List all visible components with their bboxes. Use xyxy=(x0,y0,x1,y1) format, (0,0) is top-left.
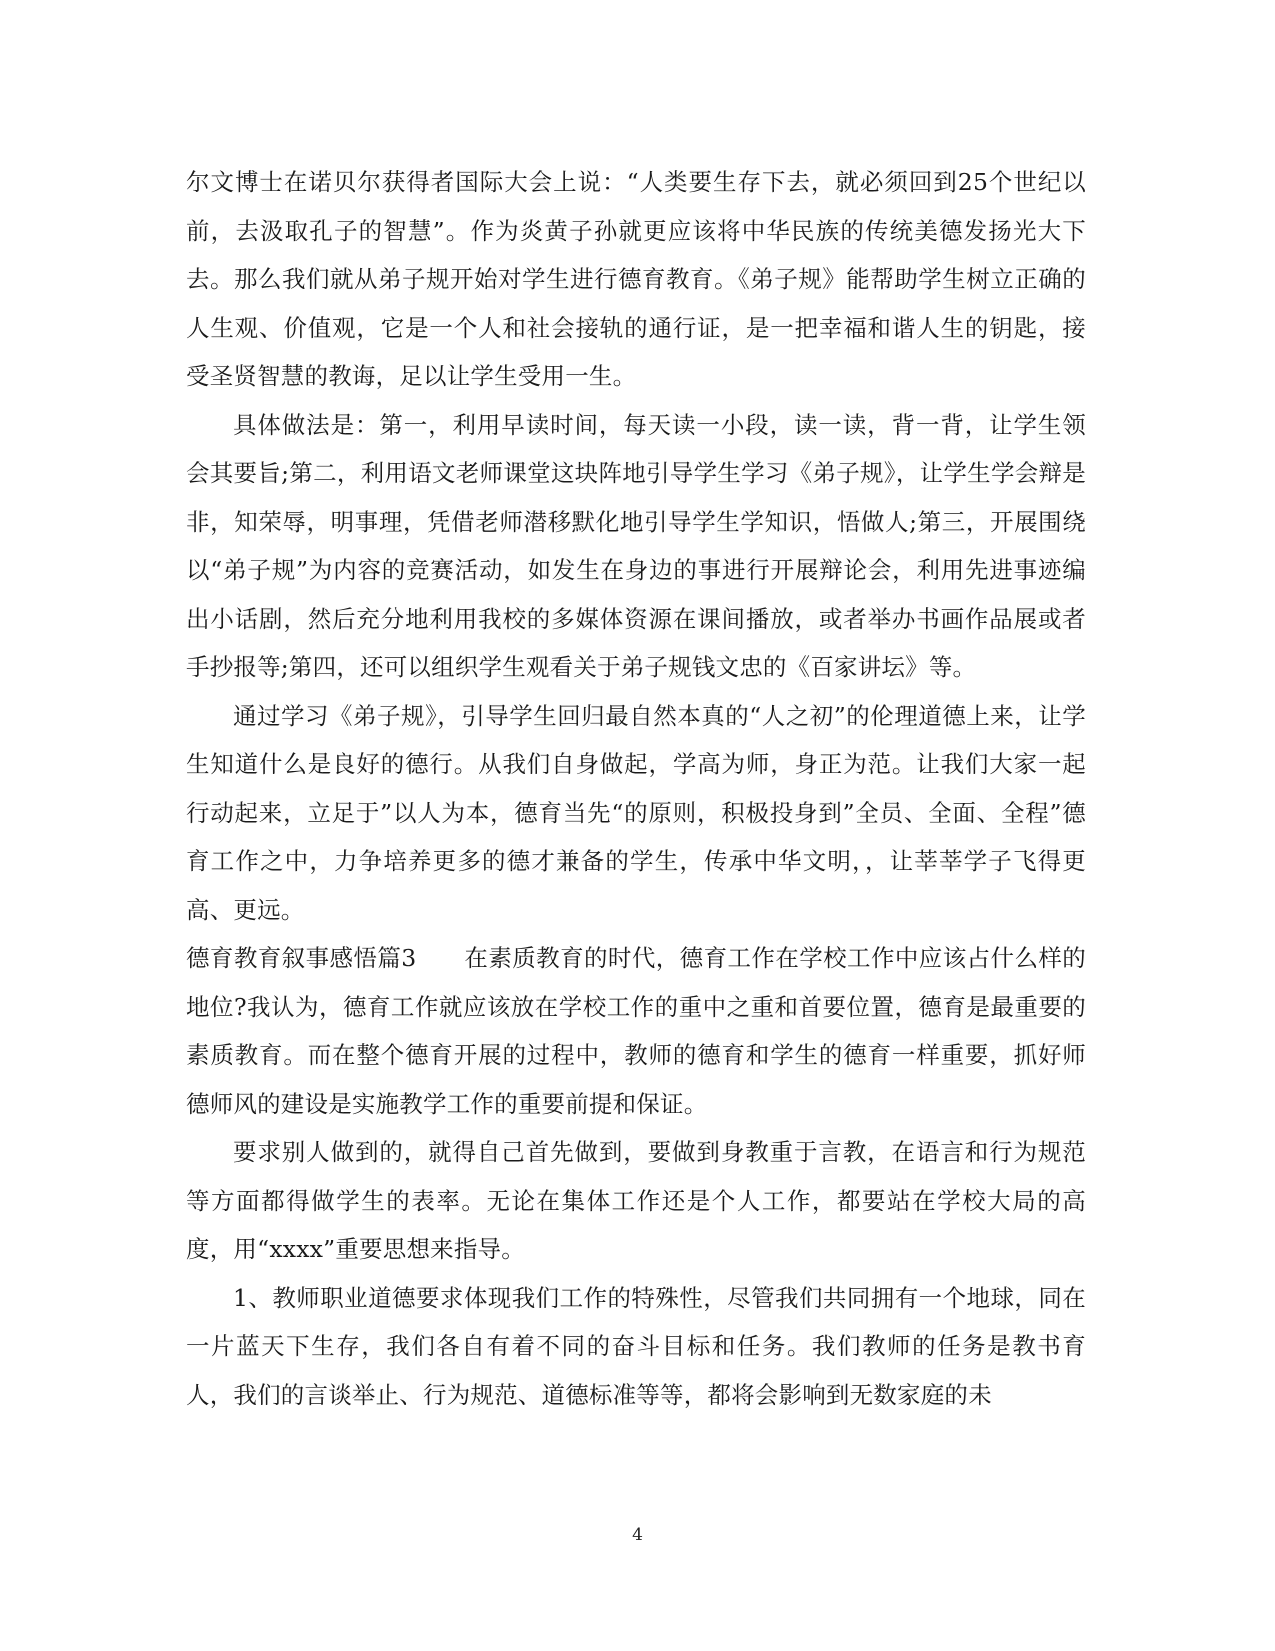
paragraph-1: 尔文博士在诺贝尔获得者国际大会上说：“人类要生存下去，就必须回到25个世纪以前，去汲取孔子的智慧”。作为炎黄子孙就更应该将中华民族的传统美德发扬光大下去。那么我们就从弟子规开始对学生进行德育教育。《弟子规》能帮助学生树立正确的人生观、价值观，它是一个人和社会接轨的通行证，是一把幸福和谐人生的钥匙，接受圣贤智慧的教诲，足以让学生受用一生。 xyxy=(186,168,1086,390)
paragraph-4-section-heading: 德育教育叙事感悟篇3 在素质教育的时代，德育工作在学校工作中应该占什么样的地位?我认为，德育工作就应该放在学校工作的重中之重和首要位置，德育是最重要的素质教育。而在整个德育开展的过程中，教师的德育和学生的德育一样重要，抓好师德师风的建设是实施教学工作的重要前提和保证。 xyxy=(186,944,1086,1118)
paragraph-5: 要求别人做到的，就得自己首先做到，要做到身教重于言教，在语言和行为规范等方面都得做学生的表率。无论在集体工作还是个人工作，都要站在学校大局的高度，用“xxxx”重要思想来指导。 xyxy=(186,1138,1086,1263)
paragraph-2: 具体做法是：第一，利用早读时间，每天读一小段，读一读，背一背，让学生领会其要旨;第二，利用语文老师课堂这块阵地引导学生学习《弟子规》，让学生学会辩是非，知荣辱，明事理，凭借老师潜移默化地引导学生学知识，悟做人;第三，开展围绕以“弟子规”为内容的竞赛活动，如发生在身边的事进行开展辩论会，利用先进事迹编出小话剧，然后充分地利用我校的多媒体资源在课间播放，或者举办书画作品展或者手抄报等;第四，还可以组织学生观看关于弟子规钱文忠的《百家讲坛》等。 xyxy=(186,410,1086,681)
paragraph-6: 1、教师职业道德要求体现我们工作的特殊性，尽管我们共同拥有一个地球，同在一片蓝天下生存，我们各自有着不同的奋斗目标和任务。我们教师的任务是教书育人，我们的言谈举止、行为规范、道德标准等等，都将会影响到无数家庭的未 xyxy=(186,1283,1086,1409)
page-number: 4 xyxy=(632,1525,643,1545)
paragraph-3: 通过学习《弟子规》，引导学生回归最自然本真的“人之初”的伦理道德上来，让学生知道什么是良好的德行。从我们自身做起，学高为师，身正为范。让我们大家一起行动起来，立足于”以人为本，德育当先“的原则，积极投身到”全员、全面、全程”德育工作之中，力争培养更多的德才兼备的学生，传承中华文明，，让莘莘学子飞得更高、更远。 xyxy=(186,701,1086,924)
page-body xyxy=(186,158,1086,1419)
